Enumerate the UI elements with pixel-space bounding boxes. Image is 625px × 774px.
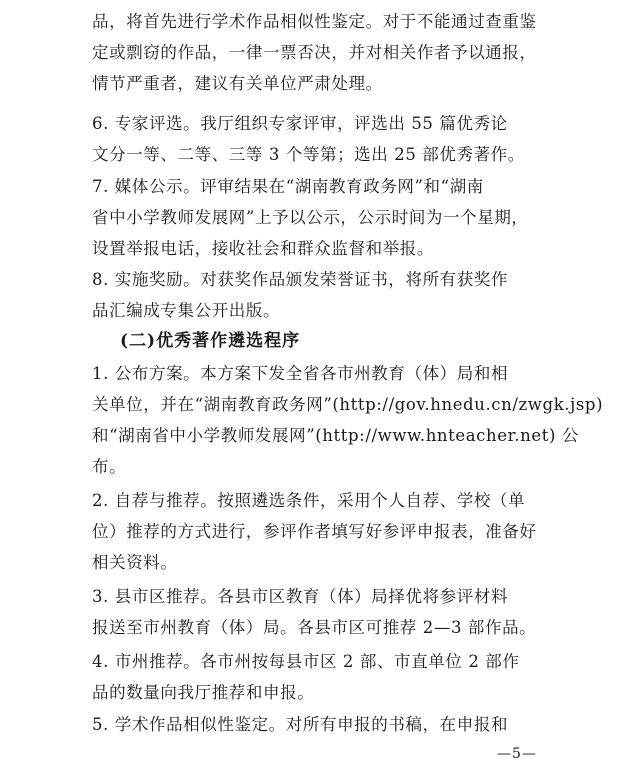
text-line: 品的数量向我厅推荐和申报。 bbox=[92, 683, 315, 702]
text-line: 品，将首先进行学术作品相似性鉴定。对于不能通过查重鉴 bbox=[92, 12, 537, 31]
text-line: 情节严重者，建议有关单位严肃处理。 bbox=[92, 74, 383, 93]
text-line: 相关资料。 bbox=[92, 553, 178, 572]
section-heading: (二)优秀著作遴选程序 bbox=[120, 331, 301, 351]
text-line: 4. 市州推荐。各市州按每县市区 2 部、市直单位 2 部作 bbox=[92, 652, 520, 671]
text-line: 1. 公布方案。本方案下发全省各市州教育（体）局和相 bbox=[92, 364, 509, 383]
text-line: 关单位，并在“湖南教育政务网”(http://gov.hnedu.cn/zwgk.jsp) bbox=[92, 395, 604, 414]
page-number: —5— bbox=[497, 746, 537, 762]
text-line: 和“湖南省中小学教师发展网”(http://www.hnteacher.net) 公 bbox=[92, 426, 579, 445]
paragraph-media-publicity bbox=[92, 171, 544, 264]
text-line: 6. 专家评选。我厅组织专家评审，评选出 55 篇优秀论 bbox=[92, 114, 508, 133]
text-line: 报送至市州教育（体）局。各县市区可推荐 2—3 部作品。 bbox=[92, 618, 537, 637]
paragraph-award bbox=[92, 264, 544, 326]
paragraph-county-recommend bbox=[92, 581, 544, 643]
text-line: 5. 学术作品相似性鉴定。对所有申报的书稿，在申报和 bbox=[92, 715, 509, 734]
text-line: 文分一等、二等、三等 3 个等第；选出 25 部优秀著作。 bbox=[92, 145, 525, 164]
text-line: 3. 县市区推荐。各县市区教育（体）局择优将参评材料 bbox=[92, 587, 509, 606]
text-line: 2. 自荐与推荐。按照遴选条件，采用个人自荐、学校（单 bbox=[92, 491, 526, 510]
text-line: 品汇编成专集公开出版。 bbox=[92, 301, 281, 320]
paragraph-similarity-check bbox=[92, 6, 544, 99]
text-line: 位）推荐的方式进行，参评作者填写好参评申报表，准备好 bbox=[92, 522, 537, 541]
paragraph-self-recommend bbox=[92, 485, 544, 578]
paragraph-publish-plan bbox=[92, 358, 604, 482]
text-line: 7. 媒体公示。评审结果在“湖南教育政务网”和“湖南 bbox=[92, 177, 484, 196]
text-line: 定或剽窃的作品，一律一票否决，并对相关作者予以通报， bbox=[92, 43, 537, 62]
text-line: 8. 实施奖励。对获奖作品颁发荣誉证书，将所有获奖作 bbox=[92, 270, 509, 289]
text-line: 布。 bbox=[92, 457, 127, 476]
paragraph-expert-review bbox=[92, 108, 544, 170]
paragraph-similarity-identification bbox=[92, 709, 544, 740]
text-line: 设置举报电话，接收社会和群众监督和举报。 bbox=[92, 239, 434, 258]
text-line: 省中小学教师发展网”上予以公示，公示时间为一个星期， bbox=[92, 208, 529, 227]
paragraph-city-recommend bbox=[92, 646, 544, 708]
